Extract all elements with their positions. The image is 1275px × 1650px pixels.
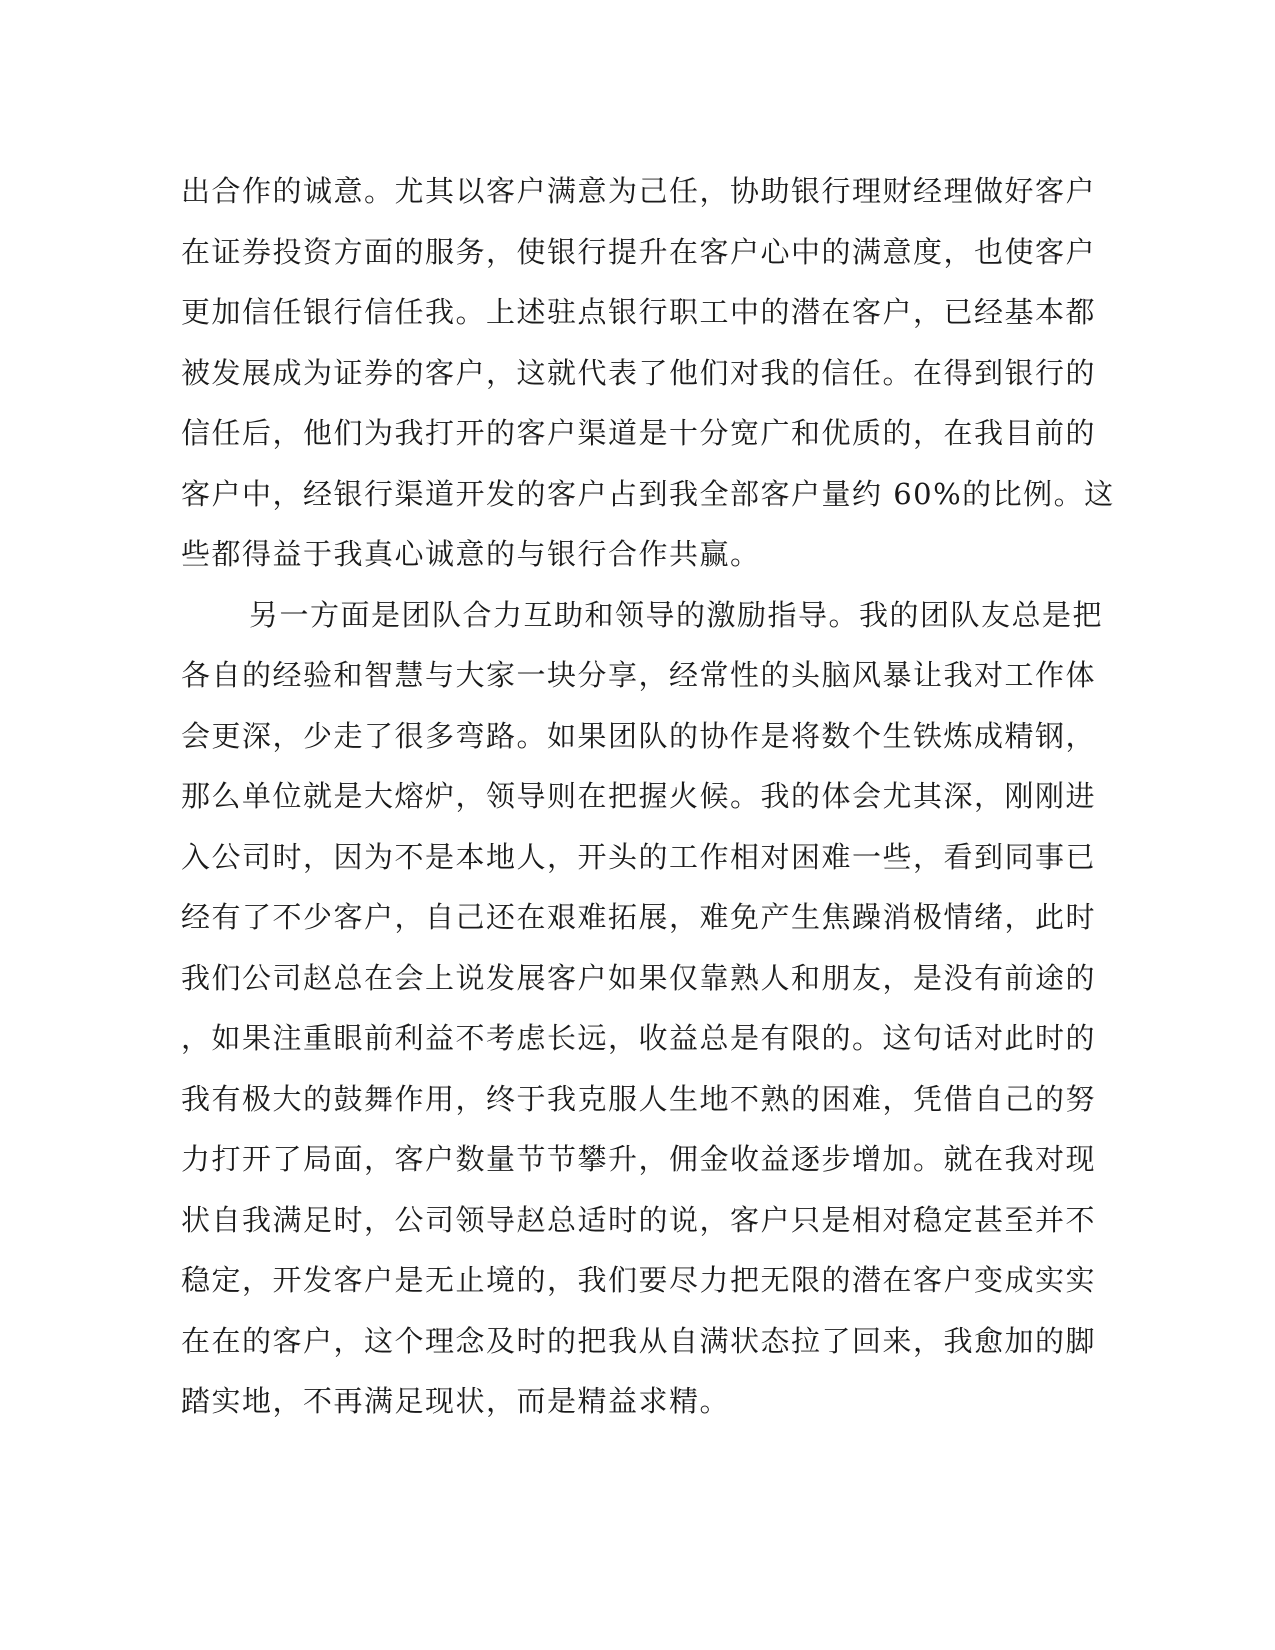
text-line: 在在的客户，这个理念及时的把我从自满状态拉了回来，我愈加的脚 (181, 1323, 1097, 1358)
text-line: 各自的经验和智慧与大家一块分享，经常性的头脑风暴让我对工作体 (181, 658, 1097, 692)
text-line: 那么单位就是大熔炉，领导则在把握火候。我的体会尤其深，刚刚进 (181, 779, 1097, 813)
text-line: 出合作的诚意。尤其以客户满意为己任，协助银行理财经理做好客户 (181, 174, 1097, 208)
text-line: 我有极大的鼓舞作用，终于我克服人生地不熟的困难，凭借自己的努 (181, 1081, 1097, 1116)
text-line: 在证券投资方面的服务，使银行提升在客户心中的满意度，也使客户 (181, 234, 1097, 269)
text-line: 稳定，开发客户是无止境的，我们要尽力把无限的潜在客户变成实实 (181, 1263, 1097, 1297)
text-line: 状自我满足时，公司领导赵总适时的说，客户只是相对稳定甚至并不 (181, 1202, 1097, 1237)
text-line: 力打开了局面，客户数量节节攀升，佣金收益逐步增加。就在我对现 (181, 1142, 1097, 1176)
text-line: 入公司时，因为不是本地人，开头的工作相对困难一些，看到同事已 (181, 839, 1097, 874)
text-line: 踏实地，不再满足现状，而是精益求精。 (181, 1384, 731, 1418)
text-line: 被发展成为证券的客户，这就代表了他们对我的信任。在得到银行的 (181, 355, 1097, 390)
text-line: ，如果注重眼前利益不考虑长远，收益总是有限的。这句话对此时的 (181, 1021, 1097, 1055)
text-line: 我们公司赵总在会上说发展客户如果仅靠熟人和朋友，是没有前途的 (181, 960, 1097, 995)
text-line: 客户中，经银行渠道开发的客户占到我全部客户量约 60%的比例。这 (181, 476, 1115, 511)
text-line: 些都得益于我真心诚意的与银行合作共赢。 (181, 537, 761, 571)
text-line: 更加信任银行信任我。上述驻点银行职工中的潜在客户，已经基本都 (181, 295, 1097, 329)
body-text (181, 161, 1115, 1432)
paragraph-start-line: 另一方面是团队合力互助和领导的激励指导。我的团队友总是把 (249, 597, 1104, 632)
text-line: 信任后，他们为我打开的客户渠道是十分宽广和优质的，在我目前的 (181, 416, 1097, 450)
text-line: 经有了不少客户，自己还在艰难拓展，难免产生焦躁消极情绪，此时 (181, 900, 1097, 934)
text-line: 会更深，少走了很多弯路。如果团队的协作是将数个生铁炼成精钢， (181, 718, 1097, 753)
